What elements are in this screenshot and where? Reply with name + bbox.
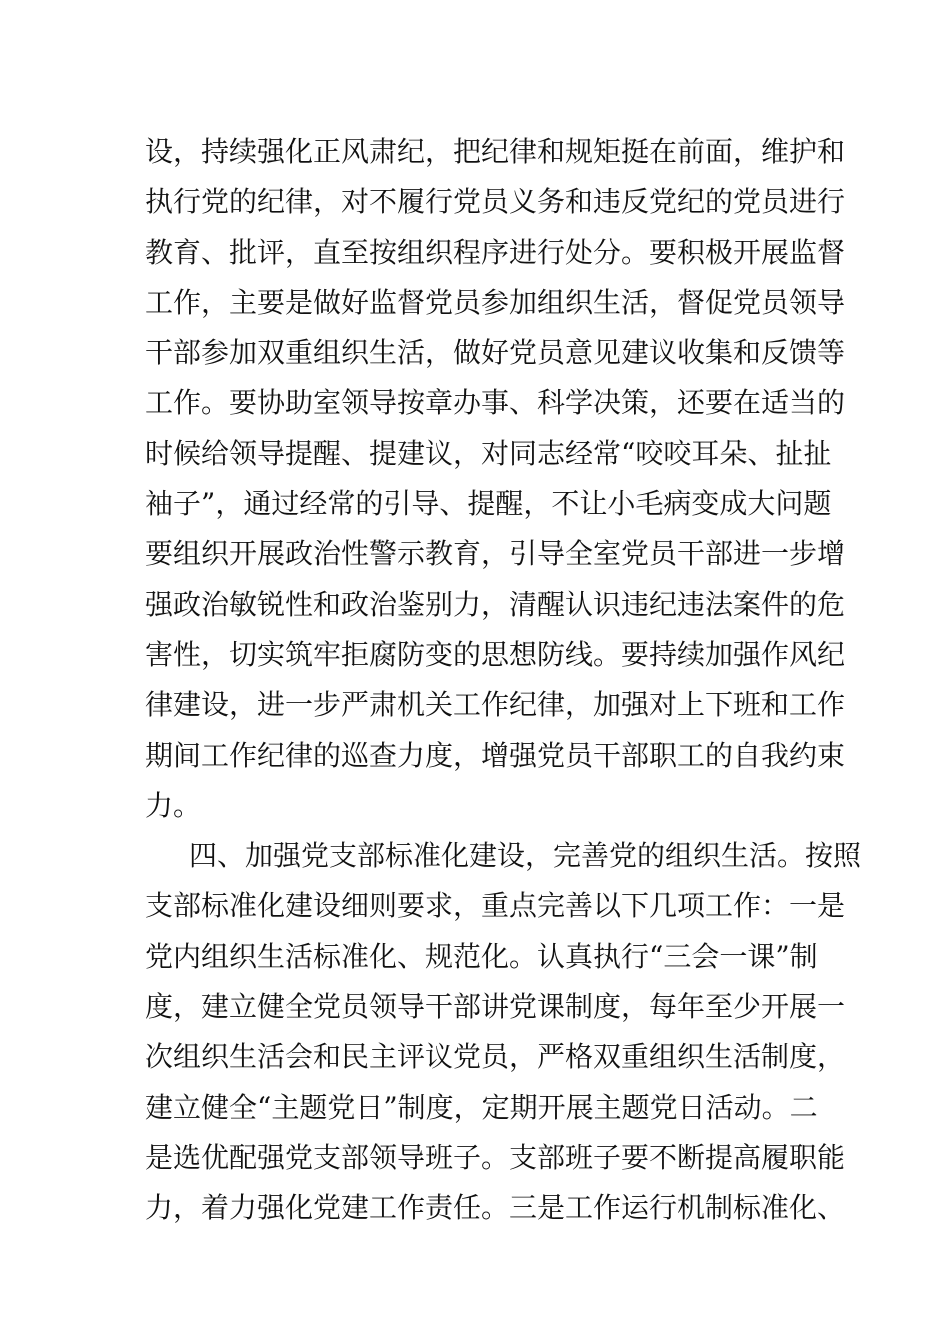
text-line: 袖子”，通过经常的引导、提醒，不让小毛病变成大问题 [145,487,832,521]
text-line: 执行党的纪律，对不履行党员义务和违反党纪的党员进行 [145,185,846,219]
text-line: 支部标准化建设细则要求，重点完善以下几项工作：一是 [145,889,846,923]
text-line: 工作，主要是做好监督党员参加组织生活，督促党员领导 [145,285,846,319]
text-line: 工作。要协助室领导按章办事、科学决策，还要在适当的 [145,386,846,420]
text-line: 建立健全“主题党日”制度，定期开展主题党日活动。二 [145,1090,818,1124]
text-line: 力，着力强化党建工作责任。三是工作运行机制标准化、 [145,1191,846,1225]
text-line: 设，持续强化正风肃纪，把纪律和规矩挺在前面，维护和 [145,135,846,168]
text-line: 干部参加双重组织生活，做好党员意见建议收集和反馈等 [145,336,846,370]
text-line: 度，建立健全党员领导干部讲党课制度，每年至少开展一 [145,990,846,1024]
document-body [145,127,862,1234]
text-line: 律建设，进一步严肃机关工作纪律，加强对上下班和工作 [145,688,846,722]
text-line: 要组织开展政治性警示教育，引导全室党员干部进一步增 [145,537,846,571]
text-line: 党内组织生活标准化、规范化。认真执行“三会一课”制 [145,939,818,973]
text-line: 期间工作纪律的巡查力度，增强党员干部职工的自我约束 [145,738,846,772]
text-line: 次组织生活会和民主评议党员，严格双重组织生活制度， [145,1040,846,1074]
text-line: 是选优配强党支部领导班子。支部班子要不断提高履职能 [145,1140,846,1174]
text-line: 教育、批评，直至按组织程序进行处分。要积极开展监督 [145,235,846,269]
text-line: 时候给领导提醒、提建议，对同志经常“咬咬耳朵、扯扯 [145,436,832,470]
text-line: 力。 [145,788,202,822]
text-line: 害性，切实筑牢拒腐防变的思想防线。要持续加强作风纪 [145,637,846,671]
section-heading-line: 四、加强党支部标准化建设，完善党的组织生活。按照 [189,839,862,873]
text-line: 强政治敏锐性和政治鉴别力，清醒认识违纪违法案件的危 [145,587,846,621]
